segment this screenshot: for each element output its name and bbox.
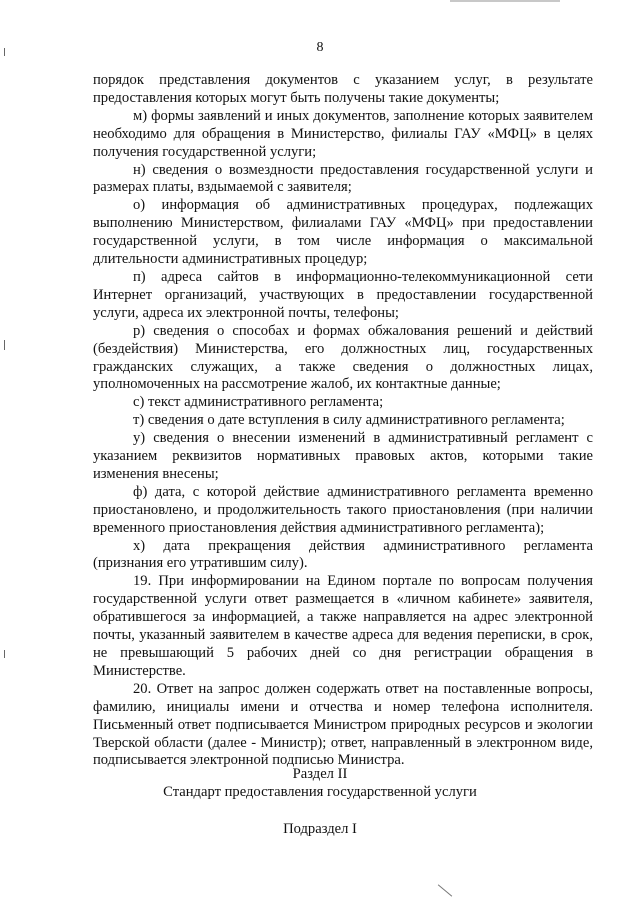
document-body bbox=[93, 72, 593, 770]
page-number: 8 bbox=[316, 40, 324, 55]
scan-corner-mark bbox=[438, 884, 452, 896]
list-item: у) сведения о внесении изменений в административный регламент с указанием реквизитов нормативных правовых актов, которыми такие изменения внесены; bbox=[93, 430, 593, 482]
scan-smudge bbox=[450, 0, 560, 2]
list-item: т) сведения о дате вступления в силу административного регламента; bbox=[133, 412, 565, 429]
list-item: п) адреса сайтов в информационно-телекоммуникационной сети Интернет организаций, участвующих в предоставлении государственной услуги, адреса их электронной почты, телефоны; bbox=[93, 268, 593, 321]
paragraph: порядок представления документов с указанием услуг, в результате предоставления которых могут быть получены такие документы; bbox=[93, 72, 593, 106]
list-item: р) сведения о способах и формах обжалования решений и действий (бездействия) Министерства, его должностных лиц, государственных гражданских служащих, а также сведения о должностных лицах, уполномоченных на рассмотрение жалоб, их контактные данные; bbox=[93, 322, 593, 393]
subsection-label: Подраздел I bbox=[283, 821, 357, 837]
section-title: Стандарт предоставления государственной услуги bbox=[163, 784, 477, 800]
list-item: х) дата прекращения действия административного регламента (признания его утратившим силу). bbox=[93, 537, 593, 572]
section-label: Раздел II bbox=[292, 766, 348, 782]
list-item: с) текст административного регламента; bbox=[133, 394, 384, 411]
list-item: м) формы заявлений и иных документов, заполнение которых заявителем необходимо для обращения в Министерство, филиалы ГАУ «МФЦ» в целях получения государственной услуги; bbox=[93, 107, 593, 160]
list-item: о) информация об административных процедурах, подлежащих выполнению Министерством, филиалами ГАУ «МФЦ» при предоставлении государственной услуги, в том числе информация о максимальной длительности административных процедур; bbox=[93, 197, 593, 268]
scan-edge-mark bbox=[4, 650, 5, 658]
numbered-paragraph: 19. При информировании на Едином портале по вопросам получения государственной услуги ответ размещается в «личном кабинете» заявителя, обратившегося за информацией, а также направляется на адрес электронной почты, указанный заявителем в качестве адреса для ведения переписки, в срок, не превышающий 5 рабочих дней со дня регистрации обращения в Министерстве. bbox=[93, 573, 593, 679]
scan-edge-mark bbox=[4, 340, 5, 350]
list-item: ф) дата, с которой действие административного регламента временно приостановлено, и продолжительность такого приостановления (при наличии временного приостановления действия административного регламента); bbox=[93, 483, 593, 536]
list-item: н) сведения о возмездности предоставления государственной услуги и размерах платы, вздымаемой с заявителя; bbox=[93, 161, 593, 196]
numbered-paragraph: 20. Ответ на запрос должен содержать ответ на поставленные вопросы, фамилию, инициалы имени и отчества и номер телефона исполнителя. Письменный ответ подписывается Министром природных ресурсов и экологии Тверской области (далее - Министр); ответ, направленный в электронном виде, подписывается электронной подписью Министра. bbox=[93, 680, 593, 769]
